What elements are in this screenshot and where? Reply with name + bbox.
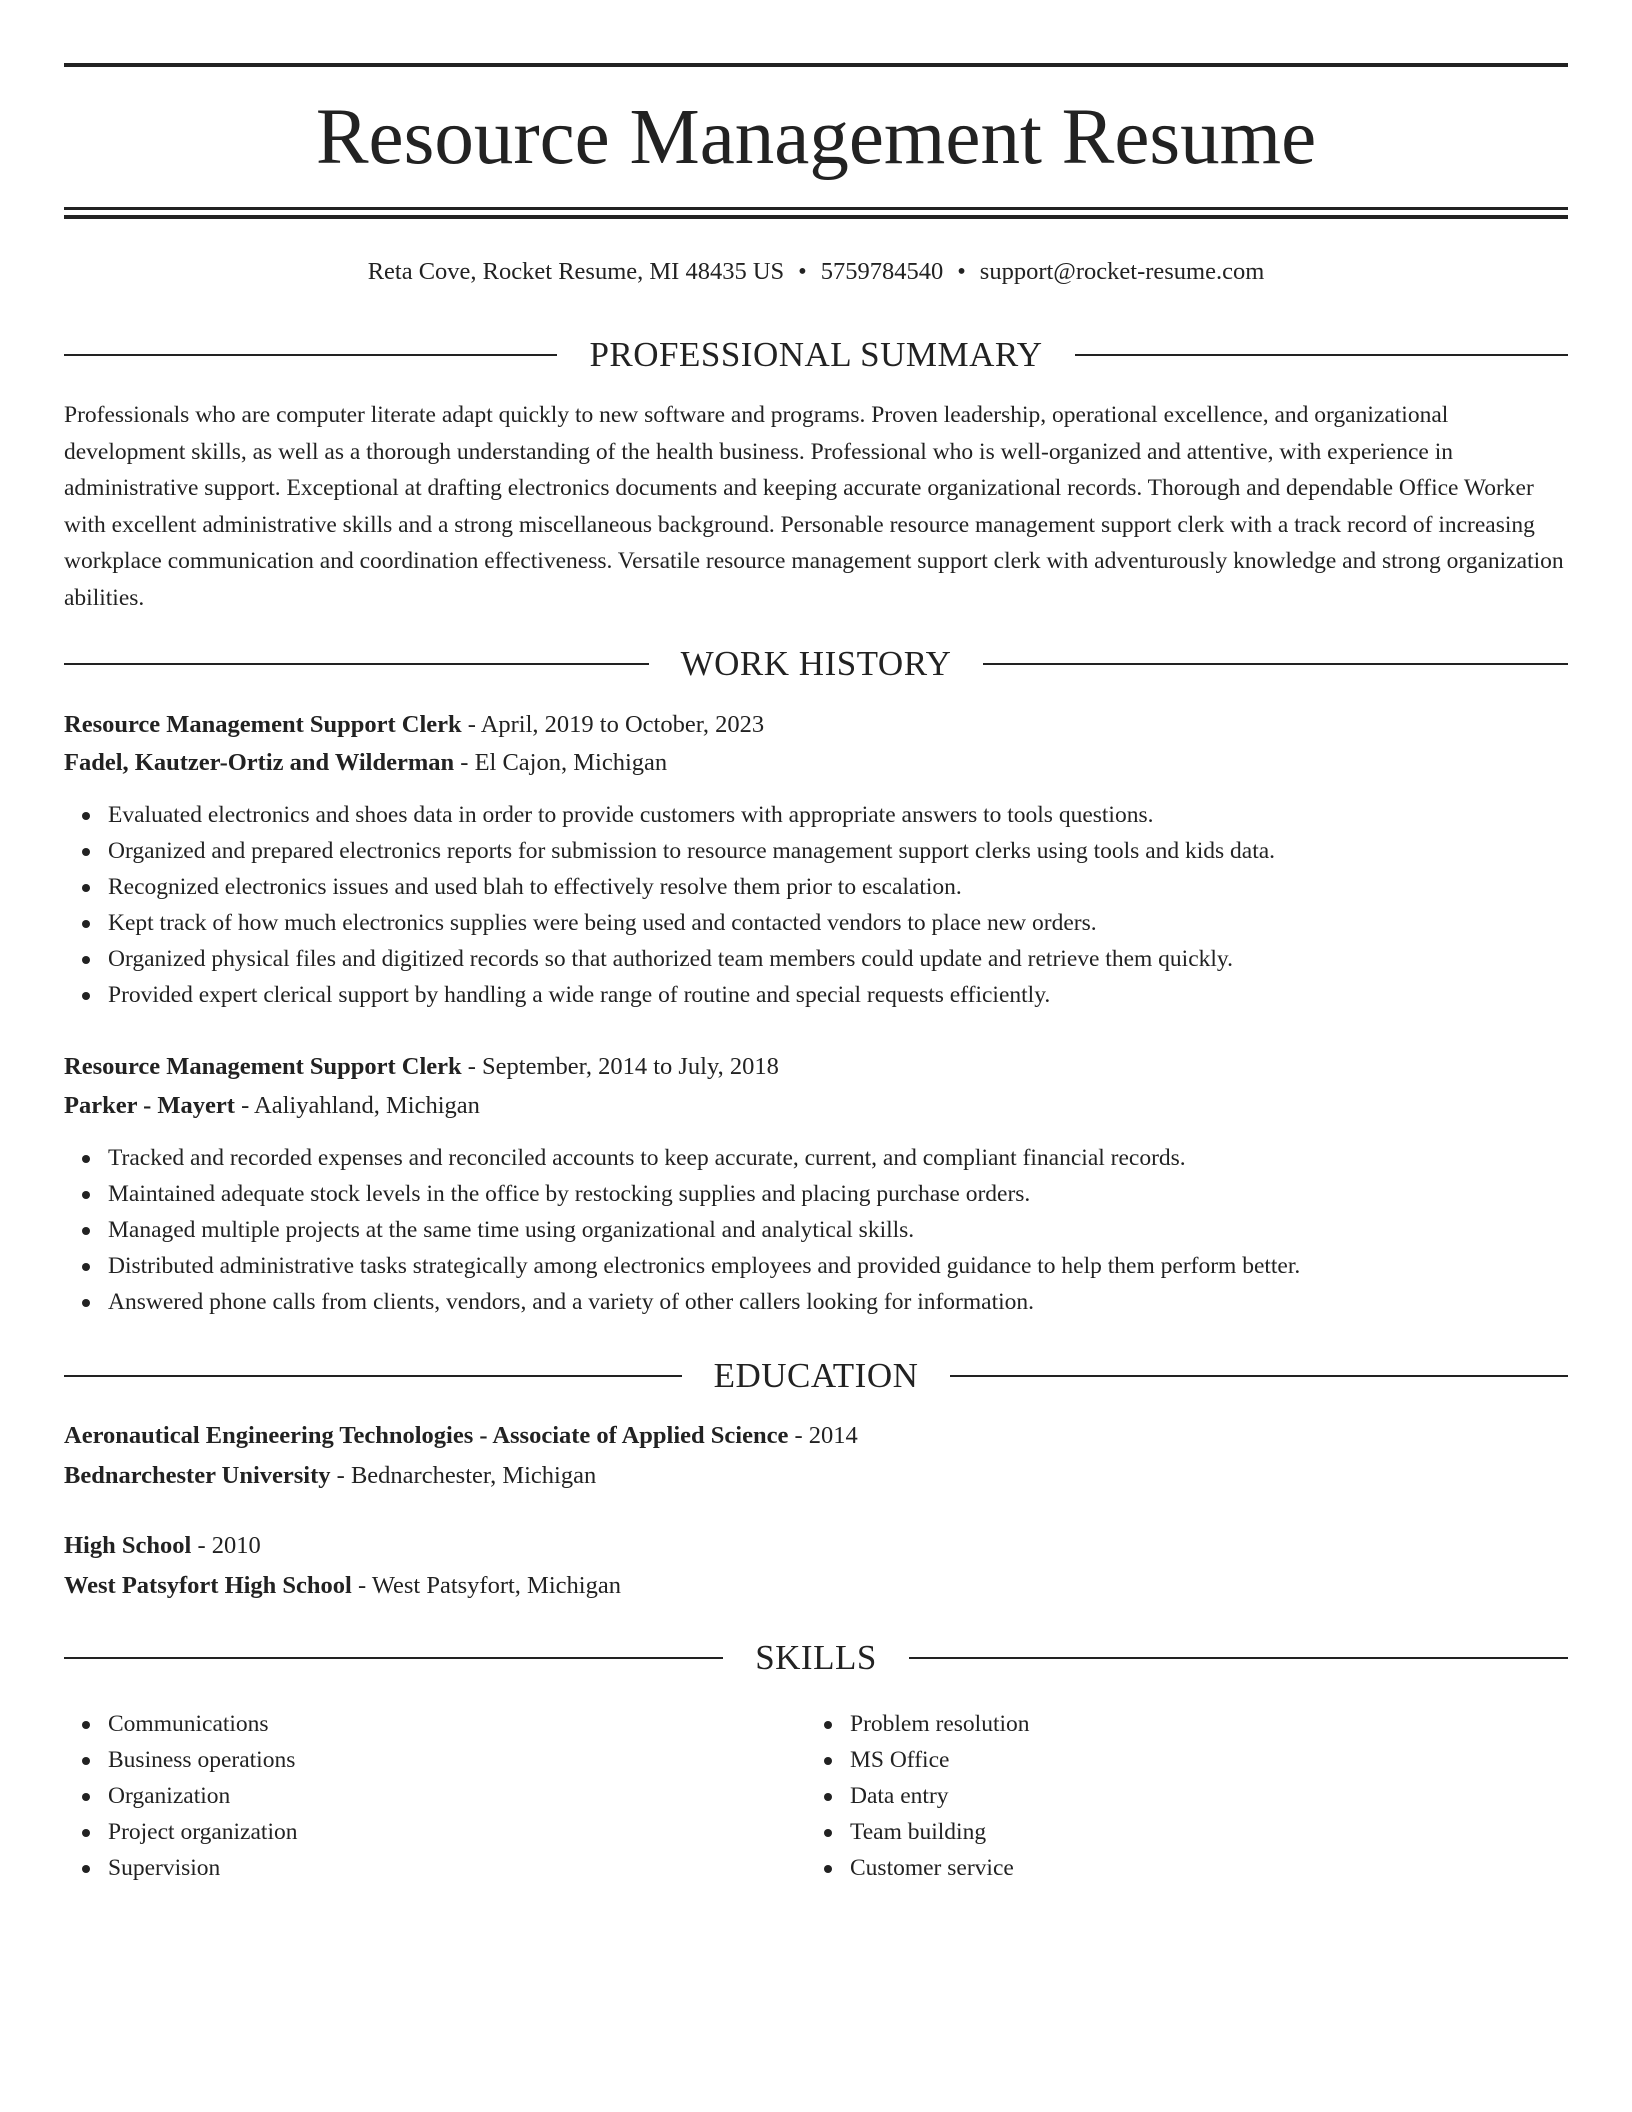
job-location: - El Cajon, Michigan xyxy=(454,749,668,776)
section-title-education: EDUCATION xyxy=(713,1356,919,1395)
section-title-work: WORK HISTORY xyxy=(680,644,952,683)
section-rule-right xyxy=(950,1375,1568,1377)
contact-separator: • xyxy=(798,258,807,285)
job-1-title-line xyxy=(64,705,1568,744)
skill-item: Problem resolution xyxy=(850,1706,1632,1742)
contact-address: Reta Cove, Rocket Resume, MI 48435 US xyxy=(367,258,785,285)
list-item: Provided expert clerical support by handling a wide range of routine and special requests efficiently. xyxy=(108,977,1612,1013)
education-location: - West Patsyfort, Michigan xyxy=(351,1572,621,1599)
list-item: Managed multiple projects at the same time using organizational and analytical skills. xyxy=(108,1212,1612,1248)
education-location: - Bednarchester, Michigan xyxy=(330,1462,597,1489)
section-rule-left xyxy=(64,663,649,665)
section-title-summary: PROFESSIONAL SUMMARY xyxy=(589,335,1043,374)
section-rule-right xyxy=(983,663,1568,665)
job-location: - Aaliyahland, Michigan xyxy=(234,1092,480,1119)
job-dates: - September, 2014 to July, 2018 xyxy=(461,1053,779,1080)
section-header-skills xyxy=(64,1636,1568,1680)
skill-item: Project organization xyxy=(108,1814,1612,1850)
section-header-summary xyxy=(64,333,1568,377)
top-rule xyxy=(64,63,1568,67)
list-item: Maintained adequate stock levels in the office by restocking supplies and placing purchase orders. xyxy=(108,1176,1612,1212)
education-2-school-line xyxy=(64,1566,1568,1605)
job-dates: - April, 2019 to October, 2023 xyxy=(461,711,765,738)
job-title: Resource Management Support Clerk xyxy=(64,711,462,738)
education-1-degree-line xyxy=(64,1416,1568,1455)
resume-title: Resource Management Resume xyxy=(315,94,1317,181)
skill-item: Business operations xyxy=(108,1742,1612,1778)
education-year: - 2014 xyxy=(788,1422,858,1449)
section-rule-right xyxy=(909,1657,1568,1659)
list-item: Answered phone calls from clients, vendors, and a variety of other callers looking for information. xyxy=(108,1284,1612,1320)
section-rule-right xyxy=(1075,354,1568,356)
education-year: - 2010 xyxy=(191,1532,261,1559)
job-2-company-line xyxy=(64,1086,1568,1125)
section-title-skills: SKILLS xyxy=(755,1638,877,1677)
education-school: West Patsyfort High School xyxy=(64,1572,352,1599)
job-2-title-line xyxy=(64,1047,1568,1086)
title-rule-lower xyxy=(64,215,1568,219)
contact-line xyxy=(64,254,1568,290)
list-item: Distributed administrative tasks strategically among electronics employees and provided guidance to help them perform better. xyxy=(108,1248,1612,1284)
education-school: Bednarchester University xyxy=(64,1462,331,1489)
skill-item: Organization xyxy=(108,1778,1612,1814)
section-rule-left xyxy=(64,1375,682,1377)
education-2-degree-line xyxy=(64,1526,1568,1565)
job-1-bullets xyxy=(64,797,1612,1013)
section-header-education xyxy=(64,1354,1568,1398)
job-2-bullets xyxy=(64,1140,1612,1320)
job-1-company-line xyxy=(64,743,1568,782)
section-rule-left xyxy=(64,1657,723,1659)
skills-list-right xyxy=(806,1706,1632,1886)
section-rule-left xyxy=(64,354,557,356)
list-item: Organized physical files and digitized records so that authorized team members could update and retrieve them quickly. xyxy=(108,941,1612,977)
education-degree: High School xyxy=(64,1532,192,1559)
skill-item: Communications xyxy=(108,1706,1612,1742)
skill-item: Customer service xyxy=(850,1850,1632,1886)
contact-phone: 5759784540 xyxy=(820,258,944,285)
summary-text: Professionals who are computer literate adapt quickly to new software and programs. Proven leadership, operational excellence, and organizational development skills, as well as a thorough understanding of the health business. Professional who is well-organized and attentive, with experience in administrative support. Exceptional at drafting electronics documents and keeping accurate organizational records. Thorough and dependable Office Worker with excellent administrative skills and a strong miscellaneous background. Personable resource management support clerk with a track record of increasing workplace communication and coordination effectiveness. Versatile resource management support clerk with adventurously knowledge and strong organization abilities. xyxy=(64,402,1564,611)
list-item: Tracked and recorded expenses and reconciled accounts to keep accurate, current, and compliant financial records. xyxy=(108,1140,1612,1176)
section-header-work xyxy=(64,642,1568,686)
list-item: Organized and prepared electronics reports for submission to resource management support clerks using tools and kids data. xyxy=(108,833,1612,869)
list-item: Recognized electronics issues and used blah to effectively resolve them prior to escalation. xyxy=(108,869,1612,905)
list-item: Kept track of how much electronics supplies were being used and contacted vendors to place new orders. xyxy=(108,905,1612,941)
skill-item: Team building xyxy=(850,1814,1632,1850)
list-item: Evaluated electronics and shoes data in order to provide customers with appropriate answers to tools questions. xyxy=(108,797,1612,833)
job-title: Resource Management Support Clerk xyxy=(64,1053,462,1080)
skill-item: Data entry xyxy=(850,1778,1632,1814)
job-company: Fadel, Kautzer-Ortiz and Wilderman xyxy=(64,749,455,776)
contact-email: support@rocket-resume.com xyxy=(979,258,1265,285)
education-degree: Aeronautical Engineering Technologies - Associate of Applied Science xyxy=(64,1422,789,1449)
title-rule-upper xyxy=(64,207,1568,210)
contact-separator: • xyxy=(957,258,966,285)
skill-item: Supervision xyxy=(108,1850,1612,1886)
skill-item: MS Office xyxy=(850,1742,1632,1778)
job-company: Parker - Mayert xyxy=(64,1092,235,1119)
education-1-school-line xyxy=(64,1456,1568,1495)
